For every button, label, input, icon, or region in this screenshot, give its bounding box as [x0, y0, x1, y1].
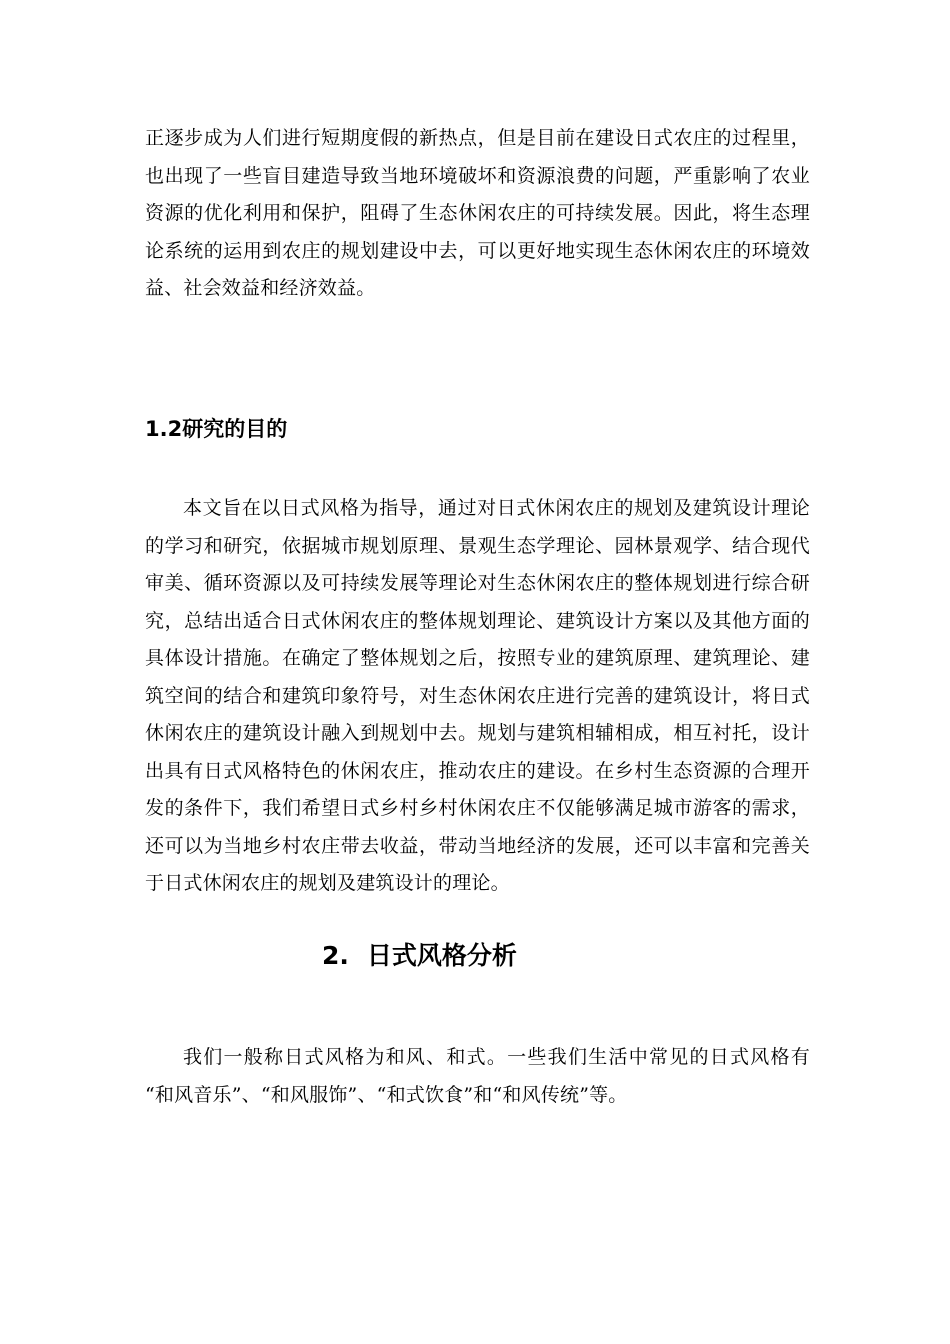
section-2-number: 2. — [322, 941, 349, 970]
section-1-2-line: 还可以为当地乡村农庄带去收益，带动当地经济的发展，还可以丰富和完善关 — [145, 834, 810, 857]
section-1-2-line: 具体设计措施。在确定了整体规划之后，按照专业的建筑原理、建筑理论、建 — [145, 647, 810, 669]
section-1-2-heading: 1.2研究的目的 — [145, 417, 288, 441]
section-1-2-line: 休闲农庄的建筑设计融入到规划中去。规划与建筑相辅相成，相互衬托，设计 — [145, 722, 810, 744]
section-2-line: “和风音乐”、“和风服饰”、“和式饮食”和“和风传统”等。 — [145, 1083, 628, 1106]
section-2-title: 日式风格分析 — [366, 941, 517, 970]
intro-line: 论系统的运用到农庄的规划建设中去，可以更好地实现生态休闲农庄的环境效 — [145, 239, 810, 262]
section-2-paragraph — [145, 1039, 810, 1114]
section-1-2-line: 发的条件下，我们希望日式乡村乡村休闲农庄不仅能够满足城市游客的需求， — [145, 797, 810, 819]
intro-line: 益、社会效益和经济效益。 — [145, 277, 376, 299]
section-2-line: 我们一般称日式风格为和风、和式。一些我们生活中常见的日式风格有 — [183, 1046, 810, 1068]
section-1-2-line: 审美、循环资源以及可持续发展等理论对生态休闲农庄的整体规划进行综合研 — [145, 572, 810, 594]
section-1-2-line: 的学习和研究，依据城市规划原理、景观生态学理论、园林景观学、结合现代 — [145, 534, 810, 557]
intro-line: 正逐步成为人们进行短期度假的新热点，但是目前在建设日式农庄的过程里， — [145, 127, 810, 149]
section-1-2-line: 出具有日式风格特色的休闲农庄，推动农庄的建设。在乡村生态资源的合理开 — [145, 759, 810, 782]
section-1-2-line: 究，总结出适合日式休闲农庄的整体规划理论、建筑设计方案以及其他方面的 — [145, 609, 810, 632]
section-1-2-paragraph — [145, 490, 810, 903]
intro-line: 也出现了一些盲目建造导致当地环境破坏和资源浪费的问题，严重影响了农业 — [145, 164, 810, 187]
section-2-heading — [322, 938, 517, 974]
intro-paragraph — [145, 120, 810, 308]
section-1-2-line: 筑空间的结合和建筑印象符号，对生态休闲农庄进行完善的建筑设计，将日式 — [145, 684, 810, 707]
intro-line: 资源的优化利用和保护，阻碍了生态休闲农庄的可持续发展。因此，将生态理 — [145, 202, 810, 224]
section-1-2-line: 于日式休闲农庄的规划及建筑设计的理论。 — [145, 872, 510, 894]
section-1-2-line: 本文旨在以日式风格为指导，通过对日式休闲农庄的规划及建筑设计理论 — [183, 497, 810, 519]
